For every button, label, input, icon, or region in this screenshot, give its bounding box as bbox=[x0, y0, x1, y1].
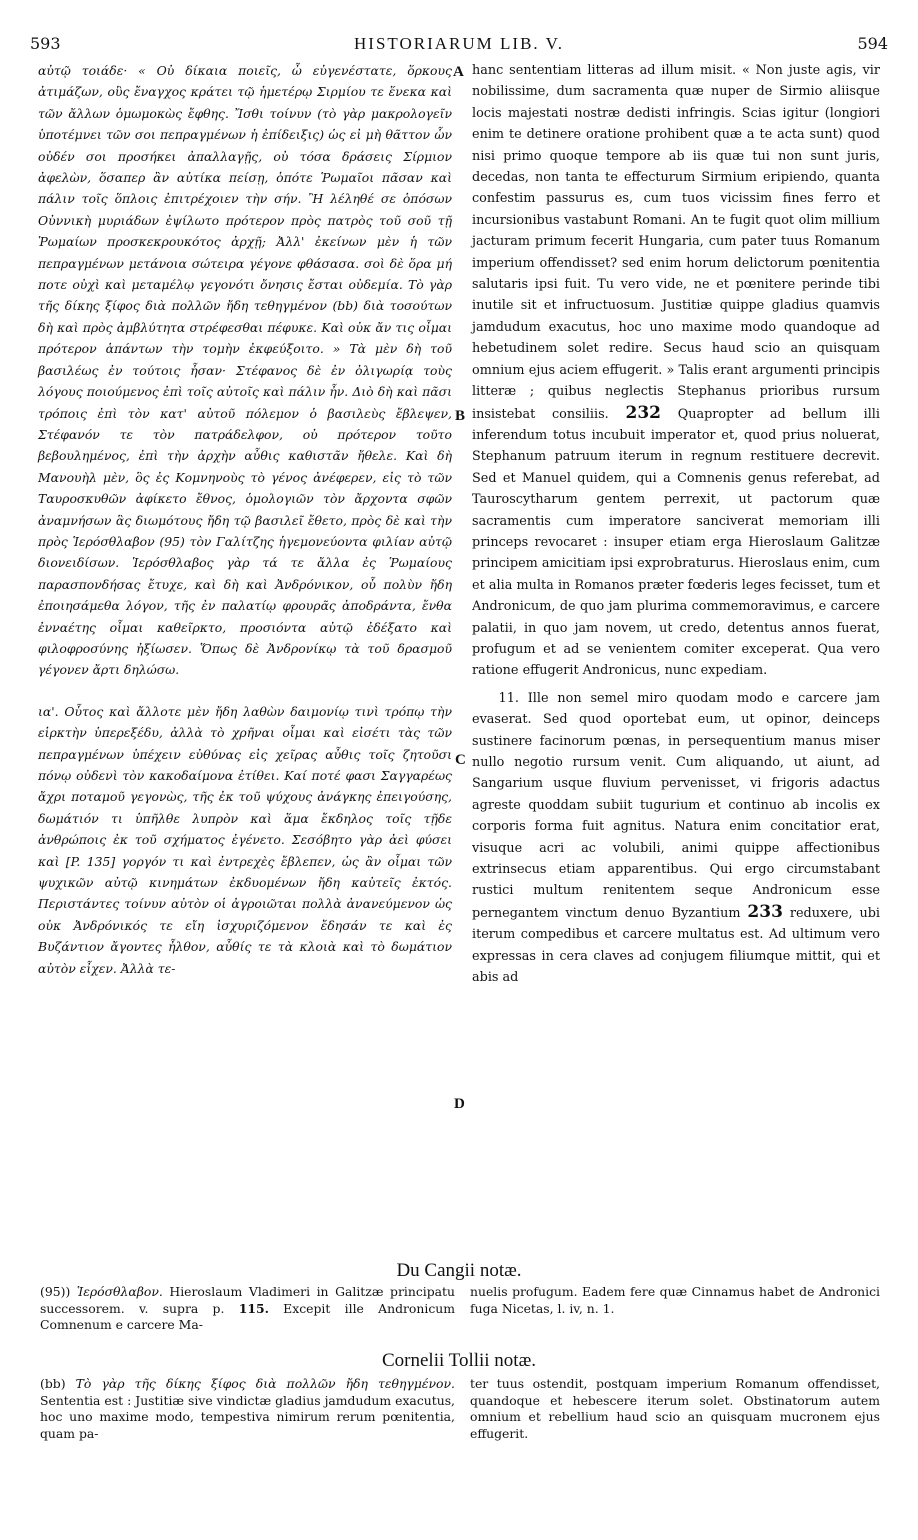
greek-text: διὰ τοσούτων δὴ καὶ πρὸς ἀμβλύτητα στρέφεσθαι πέφυκε. Καὶ οὐκ ἄν τις οἶμαι πρότερον ἁπάντων τὴν τομὴν ἐκφεύξοιτο. » Τὰ μὲν δὴ τοῦ βασιλέως ἐν τούτοις ἦσαν· Στέφανος δὲ ἐν ὀλιγωρίᾳ τοὺς λόγους ποιούμενος ἐπὶ τοῖς αὐτοῖς καὶ πάλιν ἦν. Διὸ δὴ καὶ πᾶσι τρόποις ἐπὶ τὸν κατ' αὐτοῦ πόλεμον ὁ βασιλεὺς ἔβλεψεν, Στέφανόν τε τὸν πατράδελφον, οὐ πρότερον τοῦτο βεβουλημένος, ἐπὶ τὴν ἀρχὴν αὖθις καθιστᾶν ἤθελε. Καὶ δὴ Μανουὴλ μὲν, ὃς ἐς Κομνηνοὺς τὸ γένος ἀνέφερεν, εἰς τὸ τῶν Ταυροσκυθῶν ἀφίκετο ἔθνος, ὁμολογιῶν τὸν ἄρχοντα σφῶν ἀναμνήσων ἃς διωμότους ἤδη τῷ βασιλεῖ ἔθετο, πρὸς δὲ καὶ τὴν πρὸς Ἱερόσθλαβον bbox=[38, 298, 452, 549]
margin-letter-d: D bbox=[454, 1096, 465, 1112]
note-lemma: Τὸ γὰρ τῆς δίκης ξίφος διὰ πολλῶν ἤδη τεθηγμένον. bbox=[75, 1376, 455, 1391]
note-reference: (95) bbox=[159, 533, 185, 549]
greek-text: γοργόν τι καὶ ἐντρεχὲς ἔβλεπεν, ὡς ἂν οἶμαι τῶν ψυχικῶν αὐτῷ κινημάτων ἐκδυομένων ἤδη καὐτεῖς ἐκτός. Περιστάντες τοίνυν αὐτὸν οἱ ἀγροιῶται πολλὰ ἀνανεύμενον ὡς οὐκ Ἀνδρόνικός τε εἴη ἰσχυριζόμενον ἔδησάν τε καὶ ἐς Βυζάντιον ἄγοντες ἦλθον, αὖθίς τε τὰ κλοιὰ καὶ τὸ δωμάτιον αὐτὸν εἶχεν. Ἀλλὰ τε- bbox=[38, 853, 452, 976]
page-number-left: 593 bbox=[30, 34, 61, 53]
greek-column bbox=[38, 60, 452, 979]
notes-heading-du-cange: Du Cangii notæ. bbox=[396, 1260, 522, 1281]
du-cange-note-left: (95)) Ἱερόσθλαβον. Hieroslaum Vladimeri in Galitzæ principatu successorem. v. supra p. 115. Excepit ille Andronicum Comnenum e carcere Ma- bbox=[40, 1284, 456, 1333]
greek-paragraph-2 bbox=[38, 701, 452, 979]
margin-letter-c: C bbox=[455, 752, 466, 768]
note-text: nuelis profugum. Eadem fere quæ Cinnamus habet de Andronici fuga Nicetas, l. iv, n. 1. bbox=[470, 1284, 880, 1316]
page-number-right: 594 bbox=[857, 34, 888, 53]
running-header bbox=[30, 34, 888, 56]
greek-paragraph-1 bbox=[38, 60, 452, 681]
note-reference: (bb) bbox=[332, 298, 358, 314]
notes-heading-tollius: Cornelii Tollii notæ. bbox=[381, 1350, 537, 1371]
tollius-note-right bbox=[470, 1376, 880, 1442]
page-ref-number: 115. bbox=[238, 1300, 269, 1316]
note-text: Sententia est : Justitiæ sive vindictæ gladius jamdudum exacutus, hoc uno maxime modo, tempestiva nimirum rerum pœnitentia, quam pa- bbox=[40, 1392, 455, 1441]
greek-text: τὸν Γαλίτζης ἡγεμονεύοντα φιλίαν αὐτῷ διονειδίσων. Ἱερόσθλαβος γὰρ τά τε ἄλλα ἐς Ῥωμαίους παρασπονδήσας ἔτυχε, καὶ δὴ καὶ Ἀνδρόνικον, οὗ πολὺν ἤδη ἐποιησάμεθα λόγον, τῆς ἐν παλατίῳ φρουρᾶς ἀποδράντα, ἔνθα ἐνναέτης οἶμαι καθεῖρκτο, προσιόντα αὐτῷ ἐδέξατο καὶ φιλοφροσύνης ἠξίωσεν. Ὅπως δὲ Ἀνδρονίκῳ τὰ τοῦ δρασμοῦ γέγονεν ἄρτι δηλώσω. bbox=[38, 533, 452, 678]
greek-text: αὐτῷ τοιάδε· « Οὐ δίκαια ποιεῖς, ὦ εὐγενέστατε, ὅρκους ἀτιμάζων, οὓς ἔναγχος κράτει τῷ ἡμετέρῳ Σιρμίου τε ἕνεκα καὶ τῶν ἄλλων ὁμωμοκὼς ἔφθης. Ἴσθι τοίνυν (τὸ γὰρ μακρολογεῖν ὑποτέμνει τῶν σοι πεπραγμένων ἡ ἐπίδειξις) ὡς εἰ μὴ θᾶττον ὧν οὐδέν σοι προσήκει ἀπαλλαγῇς, οὐ τόσα δράσεις Σίρμιον ἀφελὼν, ὅσαπερ ἂν αὐτίκα πείσῃ, ὁπότε Ῥωμαῖοι πᾶσαν καὶ πάλιν τοῖς ὅπλοις ἐπιτρέχοιεν τὴν σήν. Ἢ λέληθέ σε ὁπόσων Οὐννικὴ μυριάδων ἐψίλωτο πρότερον πρὸς πατρὸς τοῦ σοῦ τῇ Ῥωμαίων προσκεκρουκότος ἀρχῇ; Ἀλλ' ἐκείνων μὲν ἡ τῶν πεπραγμένων μετάνοια σώτειρα γέγονε φθάσασα. σοὶ δὲ ὅρα μή ποτε οὐχὶ καὶ μεταμέλῳ γεγονότι ὄνησις ἔσται οὐδεμία. Τὸ γὰρ τῆς δίκης ξίφος διὰ πολλῶν ἤδη τεθηγμένον bbox=[38, 63, 452, 314]
latin-paragraph-2 bbox=[472, 688, 880, 989]
note-text: Hieroslaum Vladimeri in Galitzæ principatu successorem. v. supra p. bbox=[40, 1284, 456, 1316]
latin-text: reduxere, ubi iterum compedibus et carcere multatus est. Ad ultimum vero expressas in cera claves ad conjugem filiumque mittit, qui et abis ad bbox=[472, 905, 880, 986]
running-title: HISTORIARUM LIB. V. bbox=[354, 34, 564, 53]
note-number: (95) bbox=[40, 1284, 66, 1299]
latin-column bbox=[472, 60, 880, 988]
greek-text: ια'. Οὗτος καὶ ἄλλοτε μὲν ἤδη λαθὼν δαιμονίῳ τινὶ τρόπῳ τὴν εἱρκτὴν ὑπερεξέδυ, ἀλλὰ τὸ χρῆναι οἶμαι καὶ εἰσέτι τὰς τῶν πεπραγμένων ὑπέχειν εὐθύνας εἰς χεῖρας αὖθις τοῖς ζητοῦσι πόνῳ οὐδενὶ τὸν κακοδαίμονα ἐτίθει. Καί ποτέ φασι Σαγγαρέως ἄχρι ποταμοῦ γεγονὼς, τῆς ἐκ τοῦ ψύχους ἀνάγκης ἐπειγούσης, δωμάτιόν τι ὑπῆλθε λυπρὸν καὶ ἅμα ἔκδηλος τοῖς τῇδε ἀνθρώποις ἐκ τοῦ σχήματος ἐγένετο. Σεσόβητο γὰρ ἀεὶ φύσει καὶ bbox=[38, 703, 452, 869]
latin-paragraph-1 bbox=[472, 60, 880, 682]
note-number: (bb) bbox=[40, 1376, 66, 1391]
page-reference: [P. 135] bbox=[65, 853, 116, 869]
margin-letter-a: A bbox=[453, 64, 464, 80]
latin-text: 11. Ille non semel miro quodam modo e carcere jam evaserat. Sed quod oportebat eum, ut opinor, deinceps sustinere facinorum pœnas, in persequentium manus miser nullo negotio rursum venit. Cum aliquando, ut aiunt, ad Sangarium usque fluvium pervenisset, vi frigoris adactus agreste quoddam subiit tugurium et continuo ab incolis ex corporis forma fuit agnitus. Natura enim concitatior erat, visuque acri ac volubili, animi quippe affectionibus extrinsecus etiam apparentibus. Qui ergo circumstabant rustici multum renitentem seque Andronicum esse pernegantem vinctum denuo Byzantium bbox=[472, 690, 880, 921]
note-text: Excepit ille Andronicum Comnenum e carcere Ma- bbox=[40, 1300, 455, 1333]
note-lemma: Ἱερόσθλαβον. bbox=[76, 1284, 163, 1299]
section-number: 232 bbox=[625, 402, 661, 423]
du-cange-note-right bbox=[470, 1284, 880, 1317]
latin-text: Quapropter ad bellum illi inferendum totus incubuit imperator et, quod prius noluerat, Stephanum patruum iterum in regnum restituere decrevit. Sed et Manuel quidem, qui a Comnenis genus referebat, ad Tauroscytharum gentem perrexit, ut pactorum quæ sacramentis cum imperatore sanciverat memoriam illi princeps revocaret : insuper etiam erga Hieroslaum Galitzæ principem amicitiam ipsi exprobraturus. Hieroslaus enim, cum et alia multa in Romanos præter fœderis leges fecisset, tum et Andronicum, de quo jam plurima commemoravimus, e carcere palatii, in quo jam novem, ut credo, detentus annos fuerat, profugum et ad se venientem comiter exceperat. Qua vero ratione effugerit Andronicus, nunc expediam. bbox=[472, 406, 880, 679]
tollius-note-left bbox=[40, 1376, 455, 1442]
margin-letter-b: B bbox=[455, 408, 466, 424]
latin-text: hanc sententiam litteras ad illum misit. « Non juste agis, vir nobilissime, dum sacramenta quæ nuper de Sirmio aliisque locis majestati nostræ dedisti infringis. Scias igitur (longiori enim te detinere oratione prohibent quæ a te acta sunt) quod nisi primo quoque tempore ab iis quæ tui non sunt juris, decedas, non tanta te effecturum Sirmium eripiendo, quanta confestim passurus es, cum tuos vicissim fines ferro et incursionibus vastabunt Romani. An te fugit quot olim millium jacturam primum fecerit Hungaria, cum pater tuus Romanum imperium offendisset? sed enim horum delictorum pœnitentia salutaris ipsi fuit. Tu vero vide, ne et pœnitere perinde tibi inutile sit et infructuosum. Justitiæ quippe gladius quamvis jamdudum exacutus, hoc uno maxime modo quandoque ad hebetudinem solet redire. Secus haud scio an quisquam omnium ejus aciem effugerit. » Talis erant argumenti principis litteræ ; quibus neglectis Stephanus prioribus rursum insistebat consiliis. bbox=[472, 63, 880, 422]
section-number: 233 bbox=[747, 901, 783, 922]
note-text: ter tuus ostendit, postquam imperium Romanum offendisset, quandoque et hebescere iterum solet. Obstinatorum autem omnium et rebellium haud scio an quisquam mucronem ejus effugerit. bbox=[470, 1376, 880, 1441]
